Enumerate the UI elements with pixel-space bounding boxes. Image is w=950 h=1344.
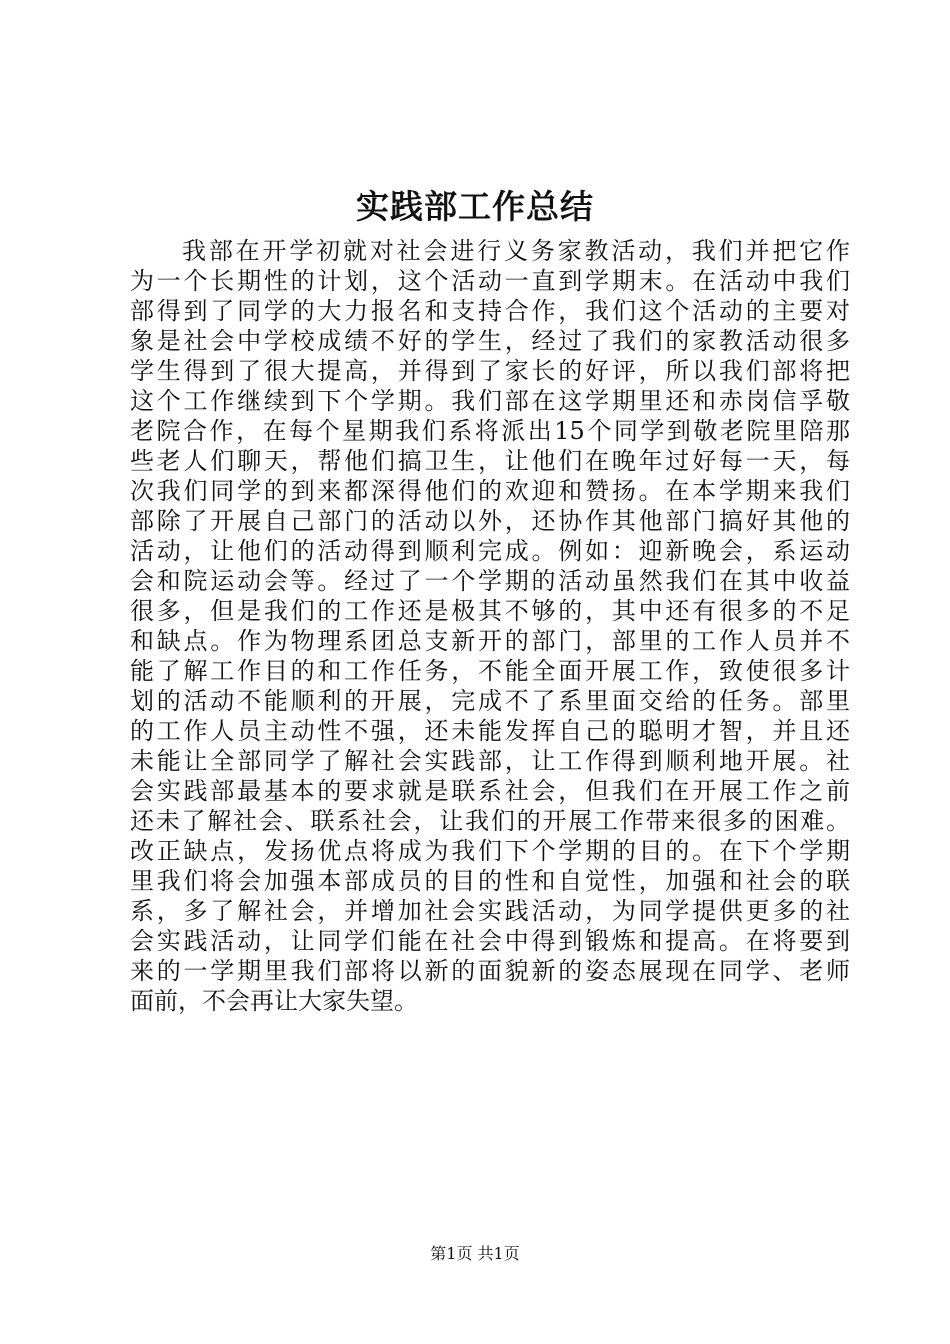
body-line: 学生得到了很大提高，并得到了家长的好评，所以我们部将把	[130, 357, 850, 385]
body-line: 会实践活动，让同学们能在社会中得到锻炼和提高。在将要到	[130, 927, 850, 955]
body-line: 里我们将会加强本部成员的目的性和自觉性，加强和社会的联	[130, 867, 850, 895]
body-line: 来的一学期里我们部将以新的面貌新的姿态展现在同学、老师	[130, 957, 850, 985]
body-line: 些老人们聊天，帮他们搞卫生，让他们在晚年过好每一天，每	[130, 447, 850, 475]
body-line: 活动，让他们的活动得到顺利完成。例如：迎新晚会，系运动	[130, 537, 850, 565]
body-line: 为一个长期性的计划，这个活动一直到学期末。在活动中我们	[130, 267, 850, 295]
body-line: 部得到了同学的大力报名和支持合作，我们这个活动的主要对	[130, 297, 850, 325]
page-footer: 第1页 共1页	[430, 1244, 520, 1263]
body-line: 的工作人员主动性不强，还未能发挥自己的聪明才智，并且还	[130, 717, 850, 745]
body-line: 划的活动不能顺利的开展，完成不了系里面交给的任务。部里	[130, 687, 850, 715]
body-line: 老院合作，在每个星期我们系将派出15个同学到敬老院里陪那	[130, 417, 850, 445]
body-line: 会和院运动会等。经过了一个学期的活动虽然我们在其中收益	[130, 567, 850, 595]
body-line: 能了解工作目的和工作任务，不能全面开展工作，致使很多计	[130, 657, 850, 685]
body-line: 象是社会中学校成绩不好的学生，经过了我们的家教活动很多	[130, 327, 850, 355]
body-line: 和缺点。作为物理系团总支新开的部门，部里的工作人员并不	[130, 627, 850, 655]
body-line: 系，多了解社会，并增加社会实践活动，为同学提供更多的社	[130, 897, 850, 925]
body-line: 改正缺点，发扬优点将成为我们下个学期的目的。在下个学期	[130, 837, 850, 865]
body-line: 这个工作继续到下个学期。我们部在这学期里还和赤岗信孚敬	[130, 387, 850, 415]
body-line: 我部在开学初就对社会进行义务家教活动，我们并把它作	[182, 237, 850, 265]
body-line: 部除了开展自己部门的活动以外，还协作其他部门搞好其他的	[130, 507, 850, 535]
body-line: 还未了解社会、联系社会，让我们的开展工作带来很多的困难。	[130, 807, 850, 835]
body-line: 未能让全部同学了解社会实践部，让工作得到顺利地开展。社	[130, 747, 850, 775]
body-line: 很多，但是我们的工作还是极其不够的，其中还有很多的不足	[130, 597, 850, 625]
body-line: 面前，不会再让大家失望。	[130, 987, 418, 1015]
body-line: 次我们同学的到来都深得他们的欢迎和赞扬。在本学期来我们	[130, 477, 850, 505]
document-title: 实践部工作总结	[356, 187, 594, 226]
body-line: 会实践部最基本的要求就是联系社会，但我们在开展工作之前	[130, 777, 850, 805]
document-body	[130, 236, 850, 1016]
